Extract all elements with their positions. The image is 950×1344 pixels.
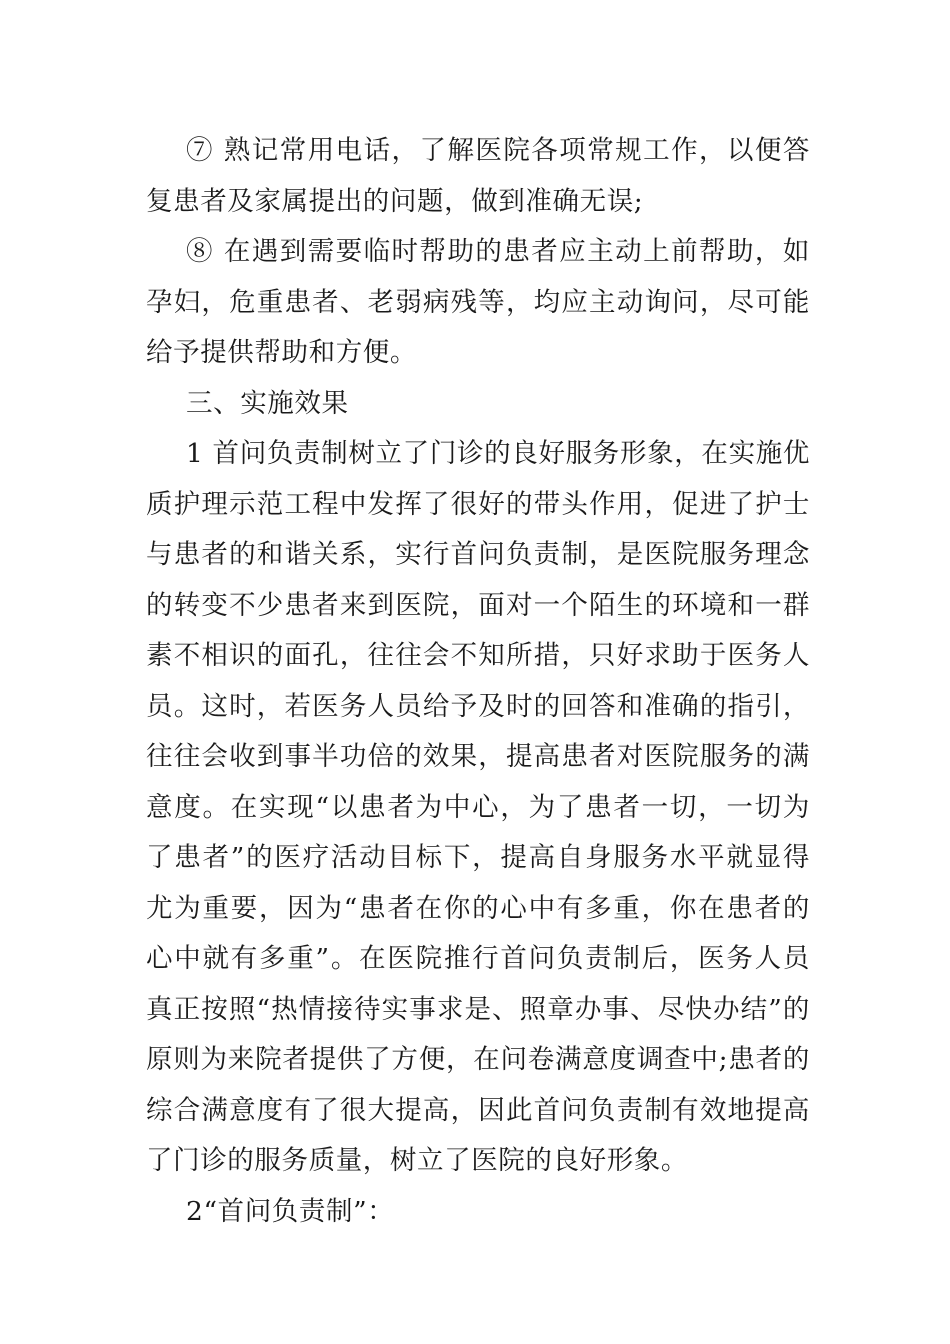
document-body [146, 126, 810, 1237]
paragraph-item-8: ⑧ 在遇到需要临时帮助的患者应主动上前帮助，如孕妇，危重患者、老弱病残等，均应主动询问，尽可能给予提供帮助和方便。 [146, 236, 810, 368]
paragraph-effect-2: 2“首问负责制”： [186, 1195, 395, 1227]
paragraph-effect-1: 1 首问负责制树立了门诊的良好服务形象，在实施优质护理示范工程中发挥了很好的带头作用，促进了护士与患者的和谐关系，实行首问负责制，是医院服务理念的转变不少患者来到医院，面对一个陌生的环境和一群素不相识的面孔，往往会不知所措，只好求助于医务人员。这时，若医务人员给予及时的回答和准确的指引，往往会收到事半功倍的效果，提高患者对医院服务的满意度。在实现“以患者为中心，为了患者一切，一切为了患者”的医疗活动目标下，提高自身服务水平就显得尤为重要，因为“患者在你的心中有多重，你在患者的心中就有多重”。在医院推行首问负责制后，医务人员真正按照“热情接待实事求是、照章办事、尽快办结”的原则为来院者提供了方便，在问卷满意度调查中;患者的综合满意度有了很大提高，因此首问负责制有效地提高了门诊的服务质量，树立了医院的良好形象。 [146, 438, 810, 1176]
section-heading: 三、实施效果 [186, 387, 349, 419]
paragraph-item-7: ⑦ 熟记常用电话，了解医院各项常规工作，以便答复患者及家属提出的问题，做到准确无误; [146, 135, 810, 217]
